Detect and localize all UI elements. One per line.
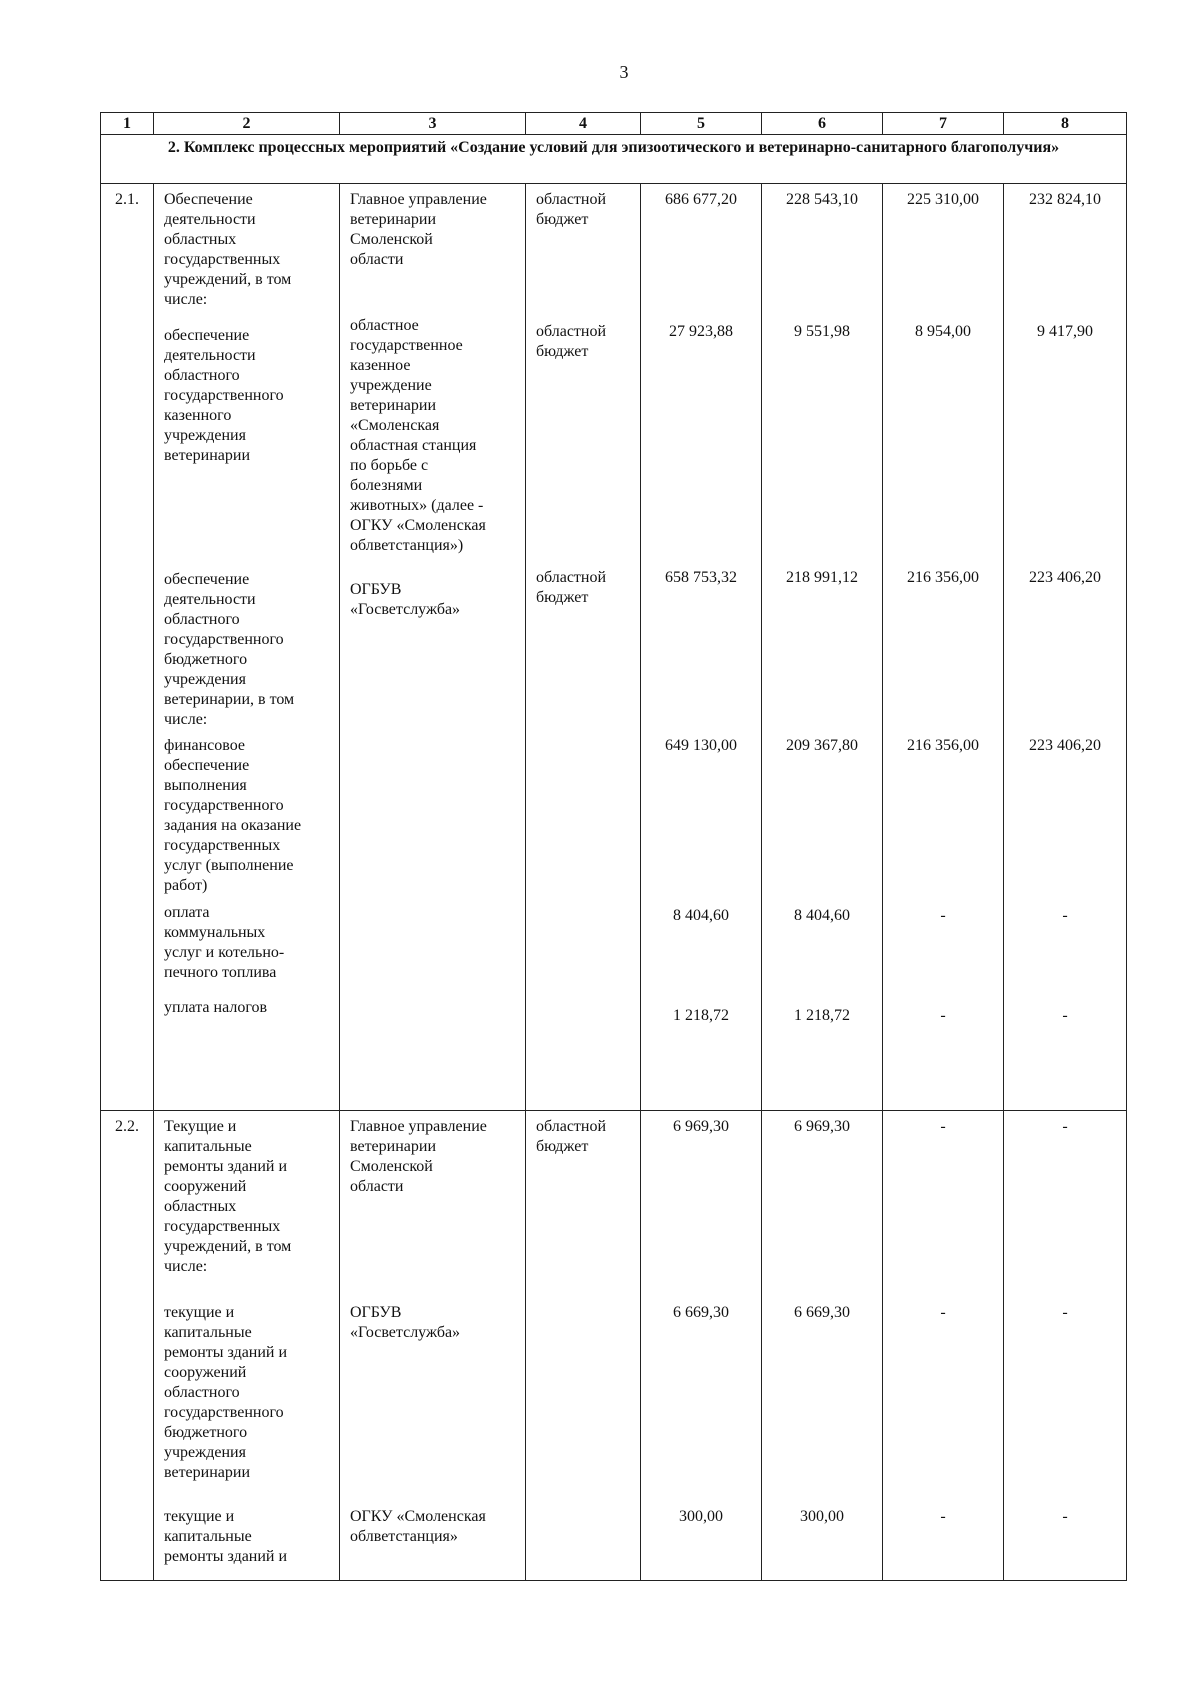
- col5-value: 6 669,30: [673, 1304, 729, 1321]
- col8-values: [1004, 1111, 1127, 1581]
- item-name: Обеспечение деятельности областных государственных учреждений, в том числе:: [164, 191, 292, 308]
- col7-value: 216 356,00: [907, 737, 979, 754]
- column-number: 6: [762, 113, 883, 135]
- item-source: областной бюджет: [536, 569, 607, 606]
- item-executor: Главное управление ветеринарии Смоленской области: [350, 191, 487, 268]
- col8-value: 223 406,20: [1029, 737, 1101, 754]
- column-number: 5: [641, 113, 762, 135]
- column-number: 3: [340, 113, 526, 135]
- col8-value: -: [1062, 1007, 1068, 1024]
- col5-value: 27 923,88: [669, 323, 733, 340]
- executor-column: [340, 1111, 526, 1581]
- col7-value: -: [940, 1304, 946, 1321]
- col8-value: 232 824,10: [1029, 191, 1101, 208]
- item-name: финансовое обеспечение выполнения государственного задания на оказание государственных услуг (выполнение работ): [164, 737, 302, 894]
- name-column: [154, 184, 340, 1111]
- col6-value: 228 543,10: [786, 191, 858, 208]
- column-number: 2: [154, 113, 340, 135]
- page-number: 3: [619, 62, 629, 82]
- group-row: [101, 1111, 1127, 1581]
- col7-values: [883, 1111, 1004, 1581]
- item-name: уплата налогов: [164, 999, 268, 1016]
- col5-value: 1 218,72: [673, 1007, 729, 1024]
- executor-column: [340, 184, 526, 1111]
- col7-value: 225 310,00: [907, 191, 979, 208]
- item-executor: ОГБУВ «Госветслужба»: [350, 581, 461, 618]
- item-name: оплата коммунальных услуг и котельно- печного топлива: [164, 904, 285, 981]
- item-source: областной бюджет: [536, 191, 607, 228]
- name-column: [154, 1111, 340, 1581]
- item-name: текущие и капитальные ремонты зданий и сооружений областного государственного бюджетного учреждения ветеринарии: [164, 1304, 288, 1481]
- col6-value: 9 551,98: [794, 323, 850, 340]
- col7-value: -: [940, 1118, 946, 1135]
- col7-value: 216 356,00: [907, 569, 979, 586]
- source-column: [526, 1111, 641, 1581]
- budget-table: [100, 112, 1127, 1581]
- col8-value: -: [1062, 907, 1068, 924]
- item-executor: областное государственное казенное учреждение ветеринарии «Смоленская областная станция по борьбе с болезнями животных» (далее - ОГКУ «Смоленская облветстанция»): [350, 317, 486, 554]
- item-name: обеспечение деятельности областного государственного бюджетного учреждения ветеринарии, в том числе:: [164, 571, 295, 728]
- item-executor: Главное управление ветеринарии Смоленской области: [350, 1118, 487, 1195]
- column-number: 7: [883, 113, 1004, 135]
- item-name: текущие и капитальные ремонты зданий и: [164, 1508, 288, 1565]
- column-number: 8: [1004, 113, 1127, 135]
- col5-value: 686 677,20: [665, 191, 737, 208]
- item-name: Текущие и капитальные ремонты зданий и сооружений областных государственных учреждений, в том числе:: [164, 1118, 292, 1275]
- item-executor: ОГБУВ «Госветслужба»: [350, 1304, 461, 1341]
- col7-value: -: [940, 1508, 946, 1525]
- item-source: областной бюджет: [536, 1118, 607, 1155]
- col6-value: 300,00: [800, 1508, 844, 1525]
- col6-value: 8 404,60: [794, 907, 850, 924]
- group-number: 2.1.: [101, 184, 154, 1111]
- section-header-row: [101, 135, 1127, 184]
- col7-value: 8 954,00: [915, 323, 971, 340]
- source-column: [526, 184, 641, 1111]
- col5-value: 8 404,60: [673, 907, 729, 924]
- item-source: областной бюджет: [536, 323, 607, 360]
- section-title: 2. Комплекс процессных мероприятий «Создание условий для эпизоотического и ветеринарно-санитарного благополучия»: [101, 135, 1127, 184]
- col5-values: [641, 184, 762, 1111]
- col7-values: [883, 184, 1004, 1111]
- col6-values: [762, 184, 883, 1111]
- col6-value: 6 669,30: [794, 1304, 850, 1321]
- col8-value: 223 406,20: [1029, 569, 1101, 586]
- col6-value: 1 218,72: [794, 1007, 850, 1024]
- col6-value: 209 367,80: [786, 737, 858, 754]
- col6-value: 218 991,12: [786, 569, 858, 586]
- item-name: обеспечение деятельности областного государственного казенного учреждения ветеринарии: [164, 327, 284, 464]
- column-number-row: [101, 113, 1127, 135]
- col6-value: 6 969,30: [794, 1118, 850, 1135]
- group-number: 2.2.: [101, 1111, 154, 1581]
- col5-value: 649 130,00: [665, 737, 737, 754]
- col8-value: 9 417,90: [1037, 323, 1093, 340]
- col6-values: [762, 1111, 883, 1581]
- col8-value: -: [1062, 1304, 1068, 1321]
- col5-value: 6 969,30: [673, 1118, 729, 1135]
- item-executor: ОГКУ «Смоленская облветстанция»: [350, 1508, 486, 1545]
- col7-value: -: [940, 907, 946, 924]
- group-row: [101, 184, 1127, 1111]
- col5-value: 658 753,32: [665, 569, 737, 586]
- column-number: 4: [526, 113, 641, 135]
- col8-value: -: [1062, 1508, 1068, 1525]
- col5-values: [641, 1111, 762, 1581]
- column-number: 1: [101, 113, 154, 135]
- col8-value: -: [1062, 1118, 1068, 1135]
- col8-values: [1004, 184, 1127, 1111]
- col5-value: 300,00: [679, 1508, 723, 1525]
- col7-value: -: [940, 1007, 946, 1024]
